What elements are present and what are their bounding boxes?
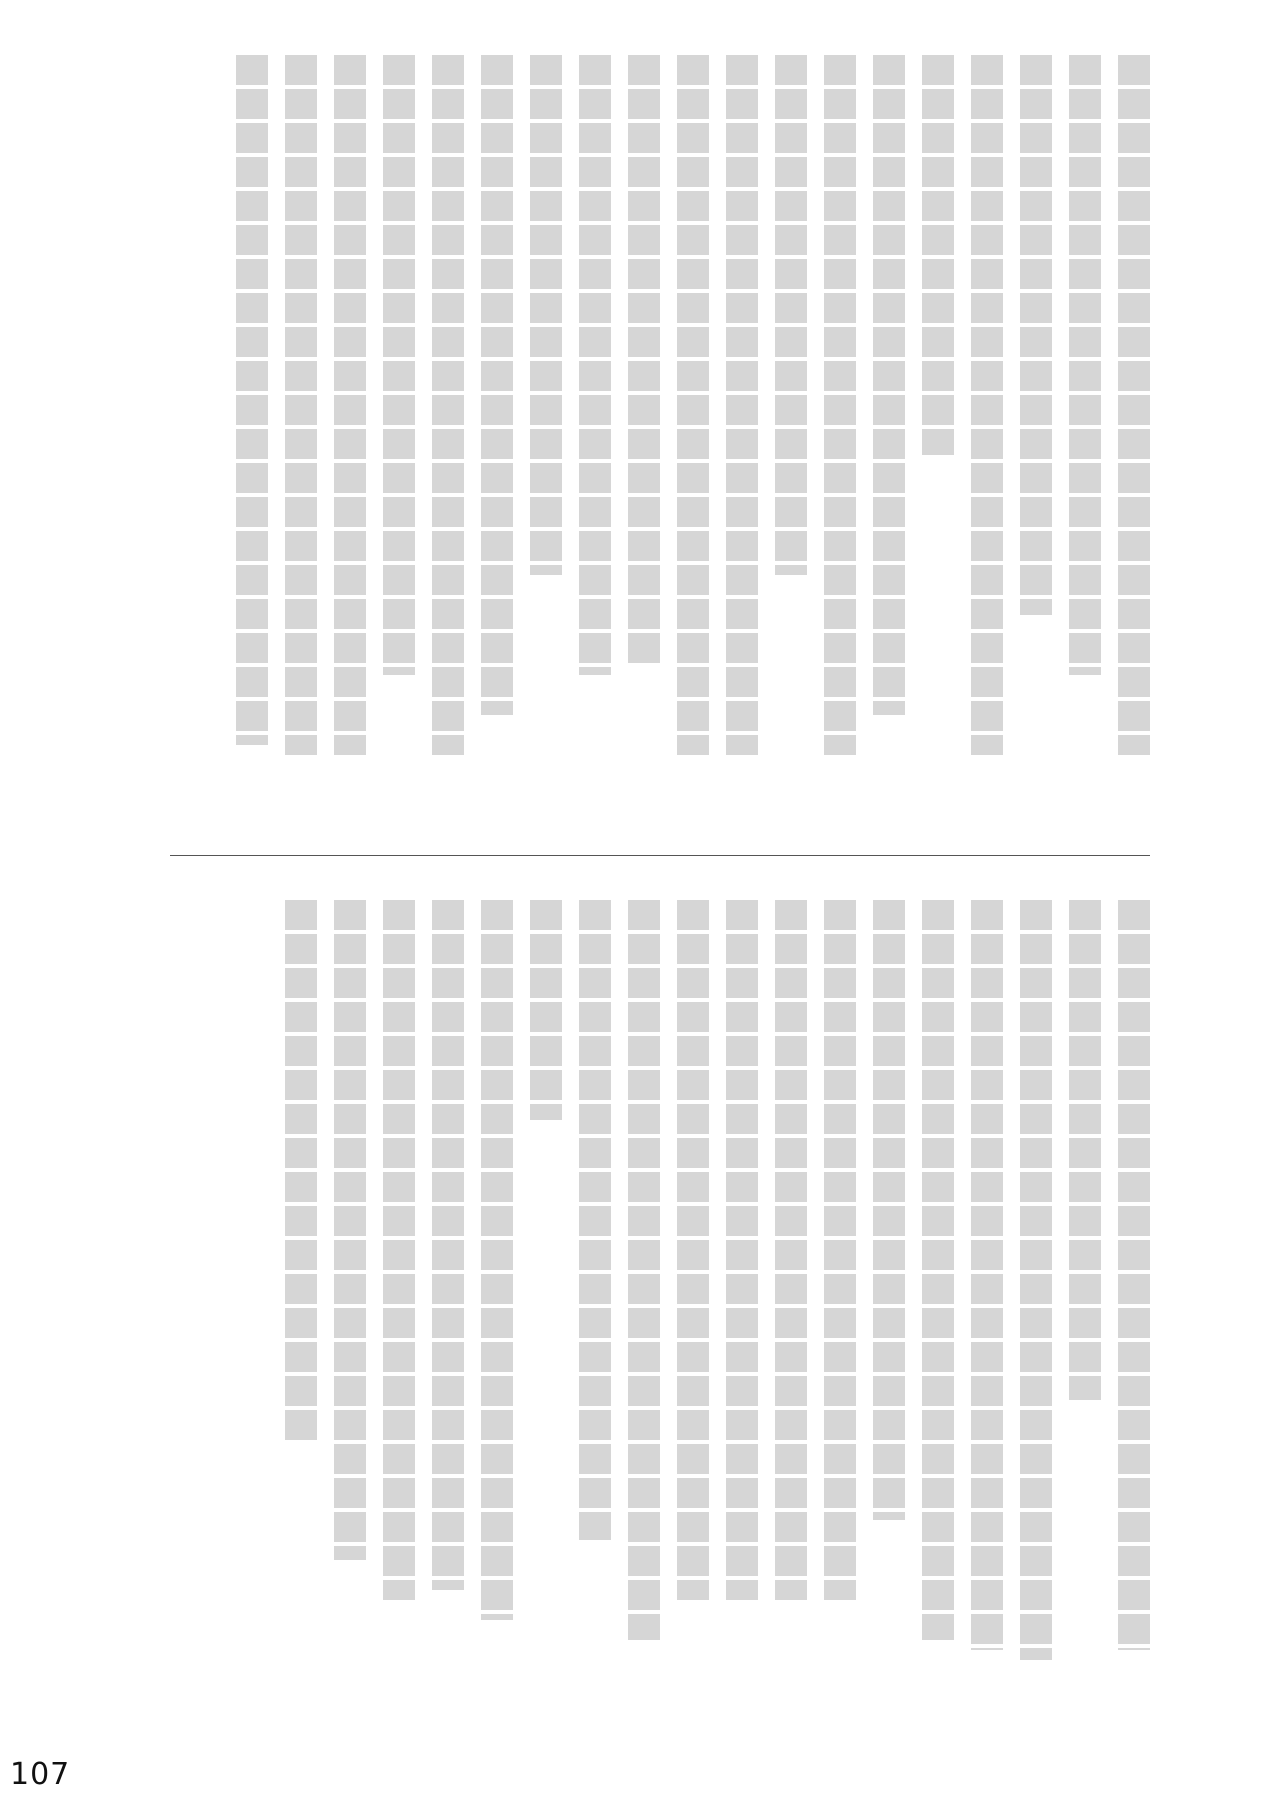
redacted-text-column <box>824 55 856 755</box>
redacted-text-column <box>1118 900 1150 1650</box>
redacted-text-column <box>383 900 415 1600</box>
redacted-text-column <box>1020 900 1052 1660</box>
redacted-text-column <box>873 900 905 1520</box>
redacted-text-column <box>334 55 366 755</box>
redacted-text-column <box>677 900 709 1600</box>
redacted-text-column <box>873 55 905 715</box>
redacted-text-column <box>530 55 562 575</box>
redacted-text-column <box>285 55 317 755</box>
redacted-text-column <box>432 55 464 755</box>
redacted-text-column <box>236 55 268 745</box>
redacted-text-column <box>971 900 1003 1650</box>
redacted-text-column <box>677 55 709 755</box>
redacted-text-column <box>285 900 317 1440</box>
redacted-text-column <box>1069 900 1101 1400</box>
redacted-text-column <box>481 55 513 715</box>
section-divider <box>170 855 1150 856</box>
redacted-text-column <box>628 900 660 1640</box>
redacted-text-column <box>579 55 611 675</box>
page-number: 107 <box>10 1757 71 1792</box>
redacted-text-column <box>432 900 464 1590</box>
redacted-text-column <box>726 55 758 755</box>
redacted-text-column <box>775 900 807 1600</box>
text-block-bottom <box>210 900 1150 1670</box>
redacted-text-column <box>971 55 1003 755</box>
redacted-text-column <box>334 900 366 1560</box>
redacted-text-column <box>1118 55 1150 755</box>
text-block-top <box>210 55 1150 815</box>
redacted-text-column <box>726 900 758 1600</box>
redacted-text-column <box>1020 55 1052 615</box>
redacted-text-column <box>481 900 513 1620</box>
redacted-text-column <box>530 900 562 1120</box>
redacted-text-column <box>775 55 807 575</box>
redacted-text-column <box>628 55 660 665</box>
redacted-text-column <box>383 55 415 675</box>
redacted-text-column <box>922 900 954 1640</box>
redacted-text-column <box>824 900 856 1600</box>
redacted-text-column <box>1069 55 1101 675</box>
redacted-text-column <box>579 900 611 1540</box>
redacted-text-column <box>922 55 954 455</box>
